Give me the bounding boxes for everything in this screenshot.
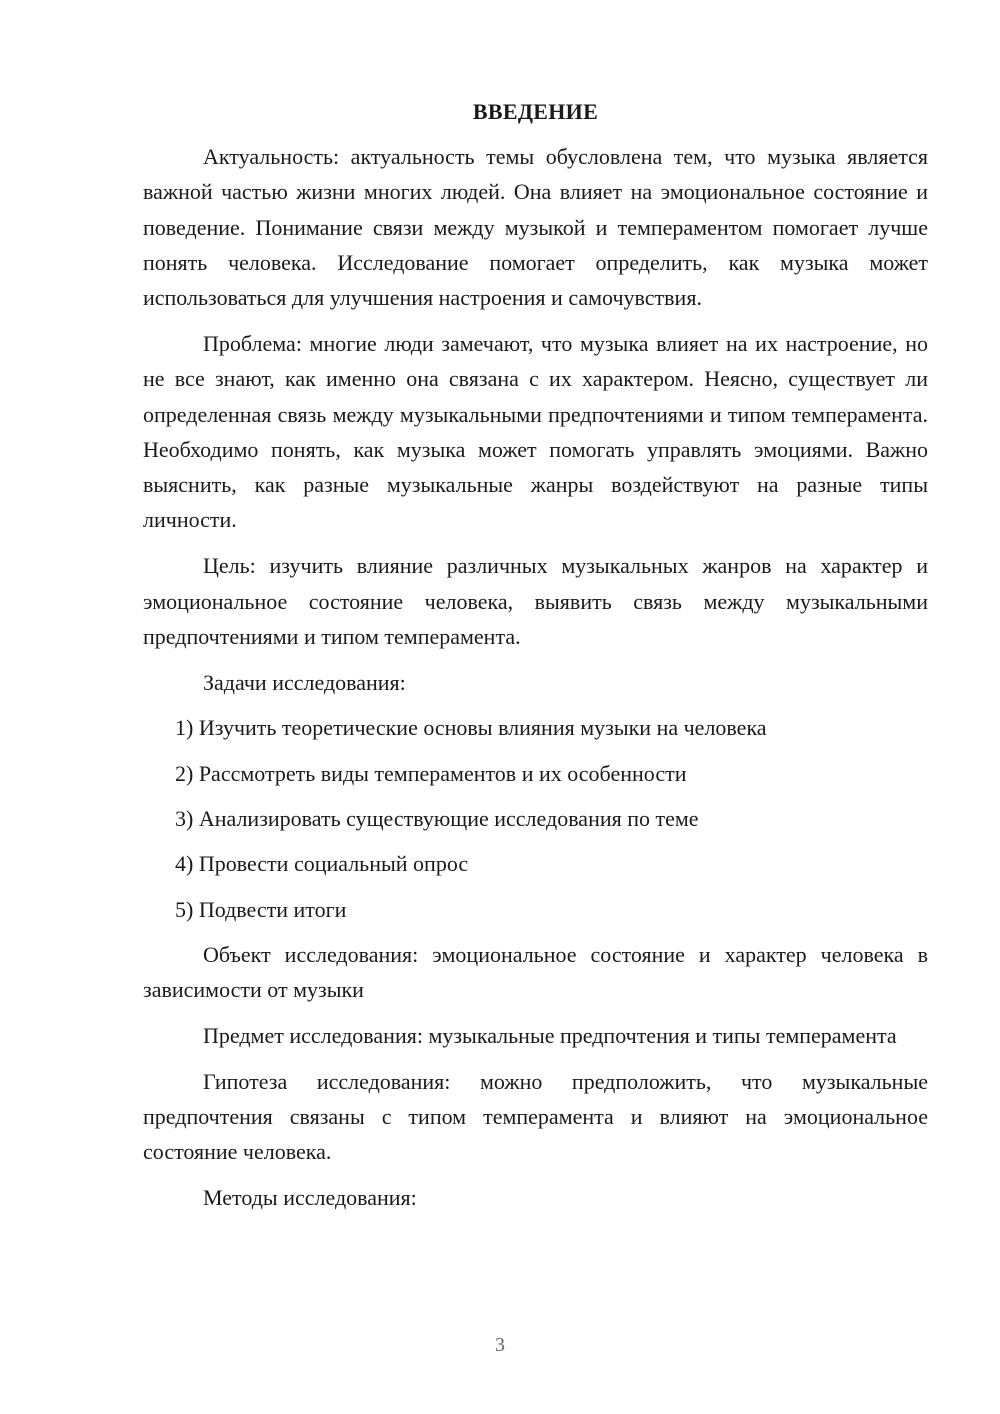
- list-item: 5) Подвести итоги: [175, 896, 347, 922]
- page-title: ВВЕДЕНИЕ: [472, 99, 599, 124]
- paragraph-tasks-heading: Задачи исследования:: [203, 669, 406, 695]
- page-number: 3: [495, 1334, 505, 1356]
- paragraph-hypothesis: Гипотеза исследования: можно предположить, что музыкальные предпочтения связаны с типом темперамента и влияют на эмоциональное состояние человека.: [143, 1068, 928, 1165]
- page-content: [143, 94, 928, 1226]
- tasks-list: [143, 710, 928, 926]
- paragraph-goal: Цель: изучить влияние различных музыкальных жанров на характер и эмоциональное состояние человека, выявить связь между музыкальными предпочтениями и типом темперамента.: [143, 553, 928, 649]
- list-item: 3) Анализировать существующие исследования по теме: [175, 806, 699, 832]
- list-item: 4) Провести социальный опрос: [175, 851, 469, 877]
- paragraph-methods-heading: Методы исследования:: [203, 1185, 417, 1211]
- list-item: 2) Рассмотреть виды темпераментов и их особенности: [175, 760, 687, 786]
- paragraph-subject: Предмет исследования: музыкальные предпочтения и типы темперамента: [203, 1023, 897, 1049]
- list-item: 1) Изучить теоретические основы влияния музыки на человека: [175, 715, 767, 741]
- paragraph-relevance: Актуальность: актуальность темы обусловлена тем, что музыка является важной частью жизни многих людей. Она влияет на эмоциональное состояние и поведение. Понимание связи между музыкой и темпераментом помогает лучше понять человека. Исследование помогает определить, как музыка может использоваться для улучшения настроения и самочувствия.: [143, 144, 928, 311]
- paragraph-object: Объект исследования: эмоциональное состояние и характер человека в зависимости от музыки: [143, 941, 928, 1003]
- paragraph-problem: Проблема: многие люди замечают, что музыка влияет на их настроение, но не все знают, как именно она связана с их характером. Неясно, существует ли определенная связь между музыкальными предпочтениями и типом темперамента. Необходимо понять, как музыка может помогать управлять эмоциями. Важно выяснить, как разные музыкальные жанры воздействуют на разные типы личности.: [143, 330, 928, 533]
